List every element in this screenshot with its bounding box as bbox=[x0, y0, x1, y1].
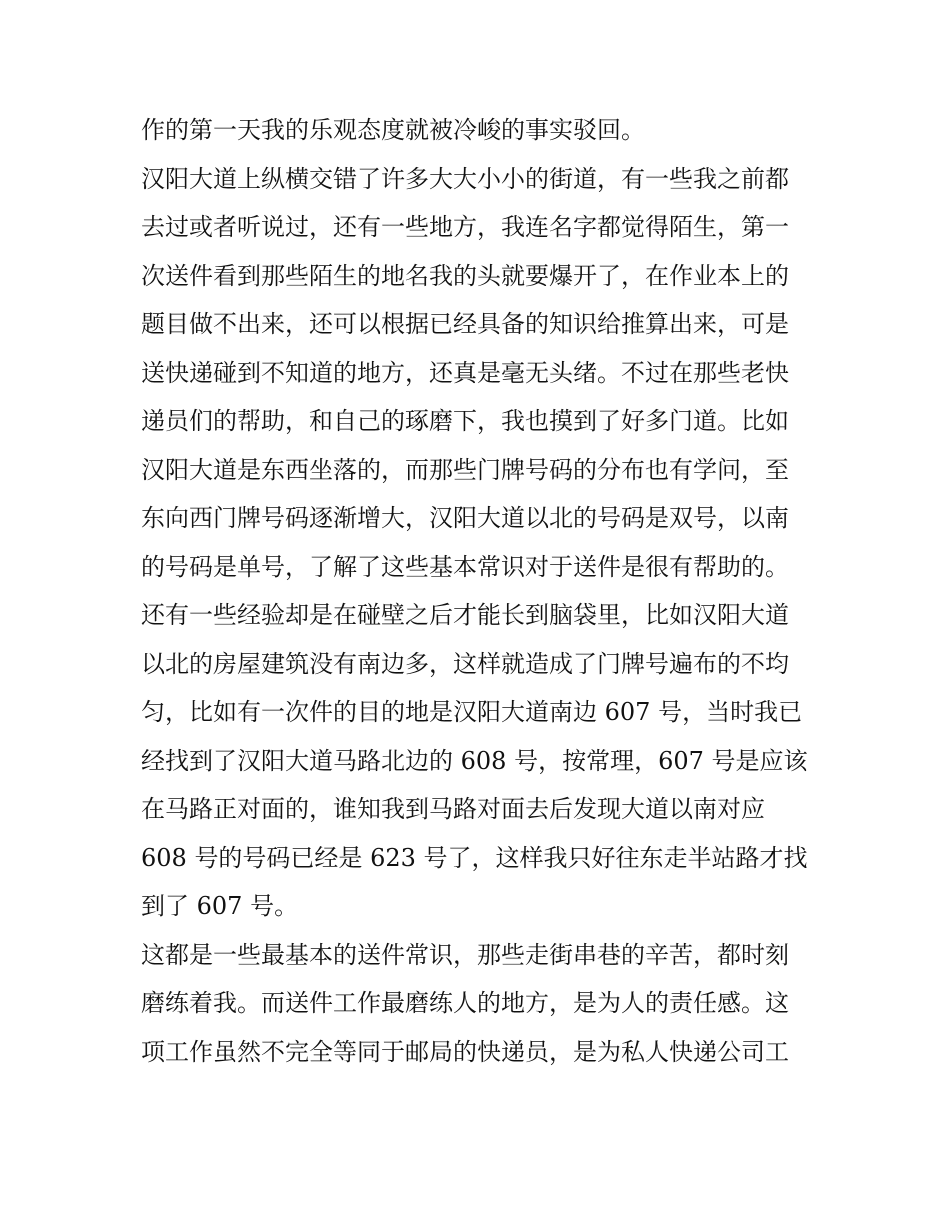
text-line: 东向西门牌号码逐渐增大，汉阳大道以北的号码是双号，以南 bbox=[141, 504, 789, 532]
text-line: 磨练着我。而送件工作最磨练人的地方，是为人的责任感。这 bbox=[141, 989, 789, 1017]
text-line: 经找到了汉阳大道马路北边的 608 号，按常理，607 号是应该 bbox=[141, 746, 808, 775]
text-line: 递员们的帮助，和自己的琢磨下，我也摸到了好多门道。比如 bbox=[141, 407, 789, 435]
text-line: 去过或者听说过，还有一些地方，我连名字都觉得陌生，第一 bbox=[141, 213, 789, 241]
text-line: 汉阳大道是东西坐落的，而那些门牌号码的分布也有学问，至 bbox=[141, 455, 789, 484]
text-line: 项工作虽然不完全等同于邮局的快递员，是为私人快递公司工 bbox=[141, 1037, 789, 1066]
text-line: 汉阳大道上纵横交错了许多大大小小的街道，有一些我之前都 bbox=[141, 164, 789, 193]
text-line: 到了 607 号。 bbox=[141, 892, 299, 920]
text-line: 这都是一些最基本的送件常识，那些走街串巷的辛苦，都时刻 bbox=[141, 940, 789, 969]
text-line: 匀，比如有一次件的目的地是汉阳大道南边 607 号，当时我已 bbox=[141, 698, 803, 726]
text-line: 在马路正对面的，谁知我到马路对面去后发现大道以南对应 bbox=[141, 795, 765, 823]
text-line: 送快递碰到不知道的地方，还真是毫无头绪。不过在那些老快 bbox=[141, 358, 789, 387]
text-line: 的号码是单号，了解了这些基本常识对于送件是很有帮助的。 bbox=[141, 552, 789, 581]
body-text bbox=[141, 106, 821, 1076]
text-line: 608 号的号码已经是 623 号了，这样我只好往东走半站路才找 bbox=[141, 843, 808, 872]
text-line: 以北的房屋建筑没有南边多，这样就造成了门牌号遍布的不均 bbox=[141, 649, 789, 678]
text-line: 题目做不出来，还可以根据已经具备的知识给推算出来，可是 bbox=[141, 310, 789, 338]
text-line: 还有一些经验却是在碰壁之后才能长到脑袋里，比如汉阳大道 bbox=[141, 601, 789, 629]
text-line: 次送件看到那些陌生的地名我的头就要爆开了，在作业本上的 bbox=[141, 261, 789, 290]
text-line: 作的第一天我的乐观态度就被冷峻的事实驳回。 bbox=[141, 116, 645, 144]
